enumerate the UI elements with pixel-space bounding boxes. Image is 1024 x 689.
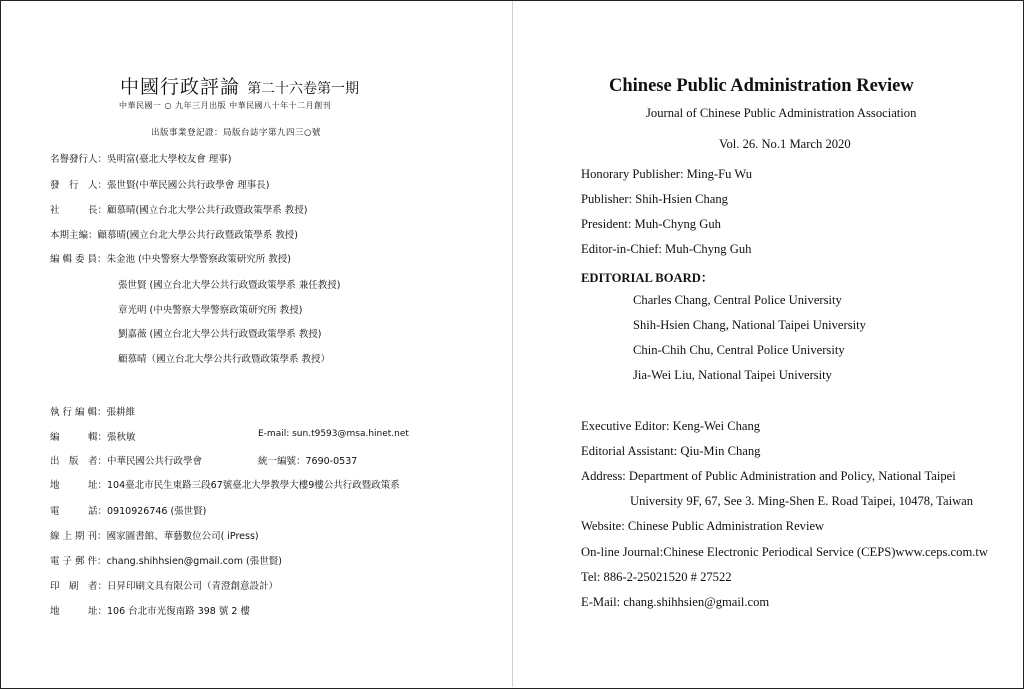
- zh-journal-title: [120, 72, 359, 99]
- zh-row-exec-editor: [50, 404, 135, 418]
- en-journal-subtitle: Journal of Chinese Public Administration Association: [646, 106, 917, 120]
- zh-value: 張秋敏: [107, 432, 136, 443]
- zh-editor-email: E-mail: sun.t9593@msa.hinet.net: [258, 429, 409, 439]
- zh-label: 發 行 人：: [50, 180, 108, 191]
- en-online-journal: On-line Journal:Chinese Electronic Periodical Service (CEPS)www.ceps.com.tw: [581, 545, 988, 559]
- zh-label: 編 輯 委 員：: [50, 254, 107, 265]
- zh-label: 地 址：: [50, 480, 108, 491]
- zh-board-member: 顧慕晴（國立台北大學公共行政暨政策學系 教授）: [118, 354, 331, 365]
- zh-value: 顧慕晴(國立台北大學公共行政暨政策學系 教授): [97, 230, 298, 241]
- en-board-member: Shih-Hsien Chang, National Taipei University: [633, 318, 866, 332]
- zh-board-member: 劉嘉薇 (國立台北大學公共行政暨政策學系 教授): [118, 329, 322, 340]
- zh-row-address: [50, 477, 400, 491]
- zh-tax-id: 統一編號：7690-0537: [258, 456, 358, 467]
- zh-label: 名譽發行人：: [50, 154, 108, 165]
- zh-registration: 出版事業登記證：局版台誌字第九四三○號: [151, 128, 321, 138]
- en-board-member: Charles Chang, Central Police University: [633, 293, 842, 307]
- zh-label: 社 長：: [50, 205, 108, 216]
- en-journal-title: Chinese Public Administration Review: [609, 76, 914, 96]
- zh-row-chief-editor: [50, 227, 298, 241]
- en-email: E-Mail: chang.shihhsien@gmail.com: [581, 595, 770, 609]
- zh-value: 朱金池 (中央警察大學警察政策研究所 教授): [106, 254, 292, 265]
- zh-label: 執 行 編 輯：: [50, 407, 107, 418]
- zh-row-phone: [50, 503, 206, 517]
- zh-row-email: [50, 553, 282, 567]
- zh-value: 國家圖書館、華藝數位公司( iPress): [106, 531, 259, 542]
- zh-label: 編 輯：: [50, 432, 108, 443]
- zh-row-printer: [50, 578, 278, 592]
- zh-value: 吳明富(臺北大學校友會 理事): [107, 154, 232, 165]
- en-publisher: Publisher: Shih-Hsien Chang: [581, 192, 728, 206]
- zh-row-board: [50, 251, 291, 265]
- zh-value: 104臺北市民生東路三段67號臺北大學教學大樓9樓公共行政暨政策系: [107, 480, 400, 491]
- zh-title-text: 中國行政評論: [120, 76, 241, 98]
- en-volume: Vol. 26. No.1 March 2020: [719, 137, 851, 151]
- en-honorary-publisher: Honorary Publisher: Ming-Fu Wu: [581, 167, 753, 181]
- zh-label: 線 上 期 刊：: [50, 531, 107, 542]
- en-website: Website: Chinese Public Administration Review: [581, 519, 825, 533]
- zh-label: 地 址：: [50, 606, 108, 617]
- en-address-line-1: Address: Department of Public Administration and Policy, National Taipei: [581, 469, 956, 483]
- zh-row-online: [50, 528, 259, 542]
- zh-label: 出 版 者：: [50, 456, 108, 467]
- zh-row-president: [50, 202, 307, 216]
- zh-publication-line: 中華民國一 ○ 九年三月出版 中華民國八十年十二月創刊: [119, 101, 332, 110]
- zh-value: 顧慕晴(國立台北大學公共行政暨政策學系 教授): [107, 205, 308, 216]
- en-editorial-assistant: Editorial Assistant: Qiu-Min Chang: [581, 444, 761, 458]
- zh-label: 電 子 郵 件：: [50, 556, 107, 567]
- en-president: President: Muh-Chyng Guh: [581, 217, 721, 231]
- zh-row-publisher: [50, 177, 269, 191]
- zh-label: 本期主編：: [50, 230, 98, 241]
- en-editor-in-chief: Editor-in-Chief: Muh-Chyng Guh: [581, 242, 752, 256]
- zh-board-member: 章光明 (中央警察大學警察政策研究所 教授): [118, 305, 303, 316]
- page-divider: [512, 1, 513, 687]
- zh-row-editor: [50, 429, 136, 443]
- zh-value: 日昇印刷文具有限公司（青澄創意設計）: [107, 581, 279, 592]
- zh-value: 張耕維: [106, 407, 136, 418]
- zh-value: 張世賢(中華民國公共行政學會 理事長): [107, 180, 270, 191]
- zh-volume: 第二十六卷第一期: [247, 81, 360, 97]
- zh-row-publisher-org: [50, 453, 202, 467]
- zh-value: 0910926746 (張世賢): [107, 506, 207, 517]
- en-executive-editor: Executive Editor: Keng-Wei Chang: [581, 419, 761, 433]
- zh-label: 印 刷 者：: [50, 581, 108, 592]
- en-board-heading: EDITORIAL BOARD：: [581, 271, 714, 285]
- en-board-member: Chin-Chih Chu, Central Police University: [633, 343, 845, 357]
- en-board-member: Jia-Wei Liu, National Taipei University: [633, 368, 832, 382]
- zh-value: chang.shihhsien@gmail.com (張世賢): [106, 556, 282, 567]
- en-telephone: Tel: 886-2-25021520 # 27522: [581, 570, 732, 584]
- zh-board-member: 張世賢 (國立台北大學公共行政暨政策學系 兼任教授): [118, 280, 341, 291]
- zh-row-printer-address: [50, 603, 250, 617]
- zh-value: 106 台北市光復南路 398 號 2 樓: [107, 606, 250, 617]
- zh-value: 中華民國公共行政學會: [107, 456, 203, 467]
- en-address-line-2: University 9F, 67, See 3. Ming-Shen E. Road Taipei, 10478, Taiwan: [630, 494, 974, 508]
- zh-row-honorary: [50, 151, 231, 165]
- zh-label: 電 話：: [50, 506, 108, 517]
